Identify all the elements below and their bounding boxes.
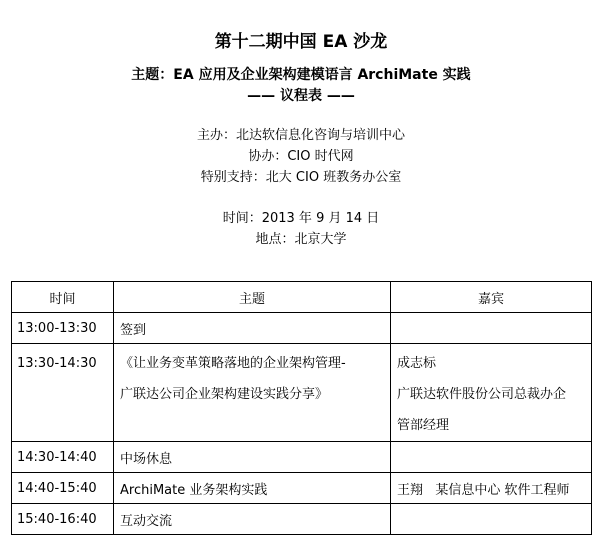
row-time: 14:40-15:40 [12, 473, 114, 504]
row-topic: 签到 [114, 313, 391, 344]
table-header-row [12, 282, 592, 313]
row-guest [391, 313, 592, 344]
row-guest-line: 成志标 [397, 356, 437, 371]
row-guest: 王翔 某信息中心 软件工程师 [391, 473, 592, 504]
row-topic: ArchiMate 业务架构实践 [114, 473, 391, 504]
agenda-table [11, 281, 592, 535]
row-time: 15:40-16:40 [12, 504, 114, 535]
header-time: 时间 [12, 282, 114, 313]
header-guest: 嘉宾 [391, 282, 592, 313]
row-time: 14:30-14:40 [12, 442, 114, 473]
row-guest-line: 广联达软件股份公司总裁办企 [397, 387, 567, 402]
row-topic [114, 344, 391, 442]
row-time-text: 13:30-14:30 [17, 356, 97, 371]
row-guest [391, 344, 592, 442]
table-row [12, 504, 592, 535]
row-time [12, 344, 114, 442]
row-topic: 互动交流 [114, 504, 391, 535]
row-guest [391, 504, 592, 535]
row-topic-line: 《让业务变革策略落地的企业架构管理- [120, 356, 346, 371]
row-topic-line: 广联达公司企业架构建设实践分享》 [120, 387, 329, 402]
event-time-line: 时间：2013 年 9 月 14 日 [222, 211, 380, 226]
table-row [12, 442, 592, 473]
event-location-line: 地点：北京大学 [255, 232, 347, 247]
row-guest [391, 442, 592, 473]
header-topic: 主题 [114, 282, 391, 313]
co-host-line: 协办：CIO 时代网 [248, 149, 354, 164]
theme-subtitle: 主题：EA 应用及企业架构建模语言 ArchiMate 实践 [131, 67, 471, 83]
host-line: 主办：北达软信息化咨询与培训中心 [196, 128, 405, 143]
table-row [12, 313, 592, 344]
page-title: 第十二期中国 EA 沙龙 [214, 32, 388, 52]
special-support-line: 特别支持：北大 CIO 班教务办公室 [200, 170, 402, 185]
row-topic: 中场休息 [114, 442, 391, 473]
table-row [12, 344, 592, 442]
agenda-heading: —— 议程表 —— [247, 88, 355, 104]
row-time: 13:00-13:30 [12, 313, 114, 344]
row-guest-line: 管部经理 [397, 418, 450, 433]
table-row [12, 473, 592, 504]
